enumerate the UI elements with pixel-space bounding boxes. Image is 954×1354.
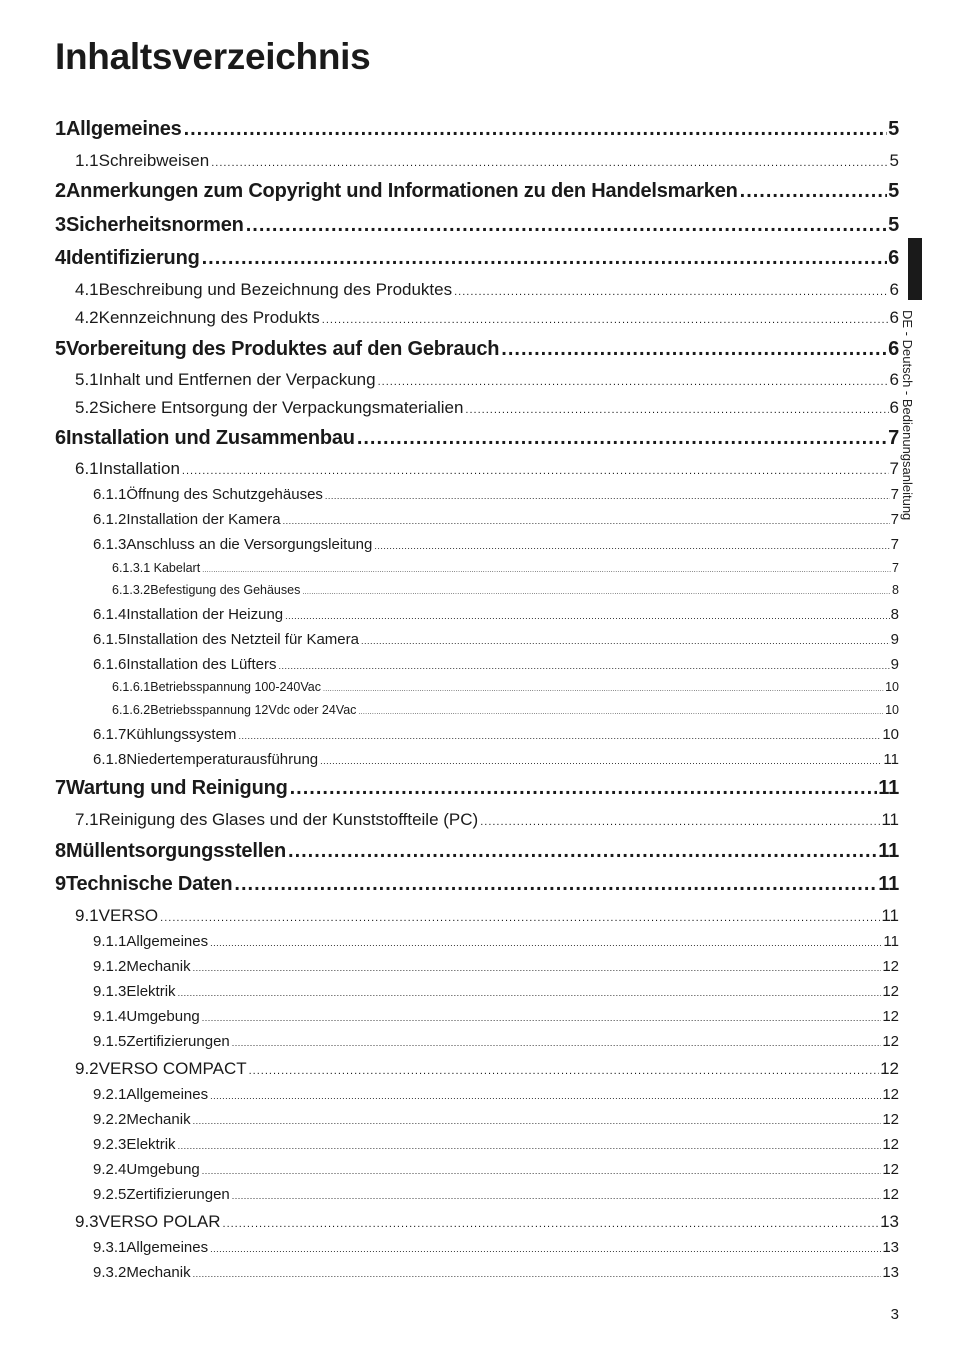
toc-entry-page: 7 <box>890 511 899 528</box>
toc-entry[interactable] <box>75 280 899 300</box>
toc-entry-label: Elektrik <box>126 1136 176 1153</box>
toc-dot-leader <box>501 338 887 361</box>
toc-entry-page: 11 <box>878 777 899 799</box>
toc-entry-page: 10 <box>885 680 899 694</box>
toc-entry-page: 11 <box>878 873 899 895</box>
toc-entry-page: 5 <box>888 180 899 202</box>
toc-entry-label: Identifizierung <box>65 247 200 269</box>
toc-entry-label: Kühlungssystem <box>126 726 237 743</box>
toc-entry-page: 12 <box>882 1186 899 1203</box>
toc-dot-leader <box>322 314 889 326</box>
toc-entry-label: Zertifizierungen <box>126 1186 230 1203</box>
toc-dot-leader <box>480 816 880 828</box>
toc-entry-page: 11 <box>878 840 899 862</box>
toc-dot-leader <box>325 491 890 501</box>
toc-entry-page: 12 <box>882 1161 899 1178</box>
toc-entry-number: 6 <box>55 427 66 449</box>
toc-entry-page: 6 <box>889 398 899 417</box>
toc-entry-number: 9.1.2 <box>93 958 127 975</box>
toc-entry-number: 1 <box>55 118 66 140</box>
toc-entry[interactable] <box>93 1161 899 1178</box>
toc-dot-leader <box>323 686 884 693</box>
toc-entry-number: 3 <box>55 214 66 236</box>
toc-dot-leader <box>246 214 887 237</box>
toc-dot-leader <box>285 611 890 621</box>
toc-entry-page: 5 <box>889 151 899 170</box>
toc-entry[interactable] <box>93 486 899 503</box>
toc-dot-leader <box>193 1269 882 1279</box>
toc-dot-leader <box>290 777 878 800</box>
toc-entry[interactable] <box>75 1212 899 1232</box>
toc-dot-leader <box>361 636 890 646</box>
toc-dot-leader <box>202 1013 882 1023</box>
toc-dot-leader <box>182 465 889 477</box>
toc-entry-number: 6.1.3 <box>93 536 127 553</box>
toc-dot-leader <box>202 567 891 574</box>
toc-entry-page: 13 <box>882 1264 899 1281</box>
toc-entry-number: 4.1 <box>75 280 99 299</box>
toc-dot-leader <box>288 840 877 863</box>
toc-entry[interactable] <box>75 1059 899 1079</box>
toc-entry-label: Installation und Zusammenbau <box>65 427 355 449</box>
toc-dot-leader <box>302 589 891 596</box>
toc-dot-leader <box>454 286 888 298</box>
language-tab-marker <box>908 238 922 300</box>
toc-dot-leader <box>193 1116 882 1126</box>
toc-entry-label: Wartung und Reinigung <box>65 777 288 799</box>
toc-entry[interactable] <box>93 1086 899 1103</box>
toc-entry[interactable] <box>112 680 899 694</box>
toc-entry-label: Allgemeines <box>65 118 182 140</box>
toc-entry-label: Elektrik <box>126 983 176 1000</box>
toc-entry-label: Sicherheitsnormen <box>65 214 244 236</box>
toc-dot-leader <box>202 1166 882 1176</box>
toc-entry[interactable] <box>93 726 899 743</box>
toc-entry[interactable] <box>93 631 899 648</box>
toc-entry-label: Niedertemperaturausführung <box>126 751 319 768</box>
toc-entry-label: Installation der Heizung <box>126 606 284 623</box>
toc-entry-number: 6.1.6 <box>93 656 127 673</box>
toc-entry-number: 6.1.3.2 <box>112 583 151 597</box>
toc-entry-number: 6.1.6.2 <box>112 703 151 717</box>
toc-entry-label: Beschreibung und Bezeichnung des Produktes <box>98 280 453 299</box>
toc-entry-number: 6.1.6.1 <box>112 680 151 694</box>
toc-entry-number: 2 <box>55 180 66 202</box>
toc-entry-page: 6 <box>888 247 899 269</box>
toc-entry[interactable] <box>93 1008 899 1025</box>
toc-entry-label: Mechanik <box>126 1111 191 1128</box>
toc-entry-page: 7 <box>888 427 899 449</box>
toc-entry-number: 6.1.1 <box>93 486 127 503</box>
toc-dot-leader <box>358 709 884 716</box>
toc-entry-page: 11 <box>883 933 899 950</box>
toc-entry-label: Befestigung des Gehäuses <box>150 583 301 597</box>
toc-entry-number: 5.1 <box>75 370 99 389</box>
toc-entry-label: VERSO <box>98 906 159 925</box>
toc-entry-label: Technische Daten <box>65 873 233 895</box>
toc-dot-leader <box>178 988 882 998</box>
toc-entry-number: 9.2 <box>75 1059 99 1078</box>
toc-entry-page: 7 <box>890 536 899 553</box>
toc-entry-page: 12 <box>882 1111 899 1128</box>
toc-entry[interactable] <box>93 933 899 950</box>
toc-dot-leader <box>357 427 887 450</box>
toc-dot-leader <box>232 1191 882 1201</box>
toc-entry[interactable] <box>55 214 899 237</box>
toc-entry-label: Allgemeines <box>126 1239 209 1256</box>
toc-entry[interactable] <box>93 751 899 768</box>
toc-entry-label: VERSO COMPACT <box>98 1059 247 1078</box>
toc-entry[interactable] <box>93 983 899 1000</box>
toc-entry-page: 9 <box>890 631 899 648</box>
toc-entry[interactable] <box>93 1264 899 1281</box>
toc-entry[interactable] <box>75 906 899 926</box>
toc-entry-number: 9.3.2 <box>93 1264 127 1281</box>
toc-entry-page: 10 <box>882 726 899 743</box>
toc-entry[interactable] <box>75 398 899 418</box>
toc-entry-number: 9.2.2 <box>93 1111 127 1128</box>
toc-entry[interactable] <box>93 1186 899 1203</box>
toc-dot-leader <box>184 118 888 141</box>
toc-dot-leader <box>465 404 888 416</box>
toc-entry-page: 5 <box>888 118 899 140</box>
toc-dot-leader <box>232 1038 882 1048</box>
toc-entry-number: 4.2 <box>75 308 99 327</box>
toc-entry-number: 9.2.3 <box>93 1136 127 1153</box>
toc-entry-page: 12 <box>882 983 899 1000</box>
toc-dot-leader <box>378 376 889 388</box>
toc-entry[interactable] <box>75 370 899 390</box>
toc-entry-label: Installation des Lüfters <box>126 656 277 673</box>
toc-entry-label: Anmerkungen zum Copyright und Informationen zu den Handelsmarken <box>65 180 738 202</box>
toc-dot-leader <box>193 963 882 973</box>
toc-entry-page: 7 <box>890 486 899 503</box>
toc-entry-label: Anschluss an die Versorgungsleitung <box>126 536 373 553</box>
toc-entry-page: 11 <box>881 906 899 925</box>
toc-entry-number: 6.1.3.1 <box>112 561 151 575</box>
toc-entry[interactable] <box>93 656 899 673</box>
toc-entry[interactable] <box>75 459 899 479</box>
toc-entry-page: 12 <box>882 1086 899 1103</box>
toc-entry-number: 9.3 <box>75 1212 99 1231</box>
toc-entry[interactable] <box>93 606 899 623</box>
toc-entry-label: Kennzeichnung des Produkts <box>98 308 320 327</box>
toc-dot-leader <box>210 1091 881 1101</box>
toc-entry[interactable] <box>55 777 899 800</box>
toc-dot-leader <box>160 912 880 924</box>
toc-entry-label: Zertifizierungen <box>126 1033 230 1050</box>
toc-entry-number: 9.2.4 <box>93 1161 127 1178</box>
toc-dot-leader <box>211 157 888 169</box>
toc-entry-label: Allgemeines <box>126 1086 209 1103</box>
toc-dot-leader <box>740 180 887 203</box>
toc-entry-page: 11 <box>881 810 899 829</box>
toc-dot-leader <box>283 516 890 526</box>
toc-entry-number: 9.1 <box>75 906 99 925</box>
toc-entry-number: 9.1.3 <box>93 983 127 1000</box>
toc-entry-label: Öffnung des Schutzgehäuses <box>126 486 323 503</box>
toc-entry-number: 9 <box>55 873 66 895</box>
toc-entry[interactable] <box>93 1033 899 1050</box>
toc-entry-label: Müllentsorgungsstellen <box>65 840 287 862</box>
toc-entry-page: 12 <box>880 1059 899 1078</box>
toc-entry-page: 13 <box>880 1212 899 1231</box>
toc-entry-number: 6.1.2 <box>93 511 127 528</box>
toc-entry-page: 5 <box>888 214 899 236</box>
table-of-contents <box>55 0 899 1354</box>
toc-entry-label: Betriebsspannung 100-240Vac <box>150 680 321 694</box>
toc-dot-leader <box>223 1218 880 1230</box>
toc-entry-number: 9.1.1 <box>93 933 127 950</box>
toc-dot-leader <box>320 756 882 766</box>
toc-entry[interactable] <box>55 180 899 203</box>
toc-entry-label: Betriebsspannung 12Vdc oder 24Vac <box>150 703 357 717</box>
toc-entry[interactable] <box>112 561 899 575</box>
toc-dot-leader <box>178 1141 882 1151</box>
toc-entry-page: 8 <box>890 606 899 623</box>
toc-entry-number: 6.1.7 <box>93 726 127 743</box>
toc-entry[interactable] <box>93 511 899 528</box>
toc-entry[interactable] <box>112 583 899 597</box>
toc-entry-label: Installation der Kamera <box>126 511 281 528</box>
toc-entry-page: 9 <box>890 656 899 673</box>
toc-dot-leader <box>234 873 877 896</box>
toc-entry-label: Mechanik <box>126 1264 191 1281</box>
toc-entry-label: Vorbereitung des Produktes auf den Gebrauch <box>65 338 500 360</box>
toc-entry[interactable] <box>93 958 899 975</box>
toc-entry-number: 6.1.5 <box>93 631 127 648</box>
toc-dot-leader <box>210 1244 881 1254</box>
toc-entry[interactable] <box>93 1136 899 1153</box>
toc-entry[interactable] <box>55 247 899 270</box>
toc-entry-number: 9.2.1 <box>93 1086 127 1103</box>
toc-entry-number: 6.1.4 <box>93 606 127 623</box>
toc-entry-page: 12 <box>882 1136 899 1153</box>
toc-entry-page: 7 <box>892 561 899 575</box>
toc-entry-number: 6.1 <box>75 459 99 478</box>
toc-entry-number: 9.1.5 <box>93 1033 127 1050</box>
toc-entry[interactable] <box>112 703 899 717</box>
page-number: 3 <box>890 1306 899 1323</box>
toc-entry-label: Mechanik <box>126 958 191 975</box>
toc-entry-page: 12 <box>882 1033 899 1050</box>
toc-entry-label: Installation des Netzteil für Kamera <box>126 631 359 648</box>
toc-entry-page: 8 <box>892 583 899 597</box>
toc-entry-page: 12 <box>882 1008 899 1025</box>
toc-entry-page: 13 <box>882 1239 899 1256</box>
toc-entry-number: 9.2.5 <box>93 1186 127 1203</box>
toc-entry-label: Installation <box>98 459 180 478</box>
toc-dot-leader <box>374 541 889 551</box>
toc-entry[interactable] <box>93 1111 899 1128</box>
toc-dot-leader <box>278 661 889 671</box>
toc-entry[interactable] <box>75 151 899 171</box>
toc-entry-number: 5 <box>55 338 66 360</box>
toc-entry-number: 5.2 <box>75 398 99 417</box>
toc-entry-label: Allgemeines <box>126 933 209 950</box>
toc-entry[interactable] <box>55 873 899 896</box>
toc-dot-leader <box>202 247 887 270</box>
toc-dot-leader <box>238 731 881 741</box>
toc-entry[interactable] <box>55 840 899 863</box>
toc-entry-label: Sichere Entsorgung der Verpackungsmaterialien <box>98 398 464 417</box>
toc-entry[interactable] <box>55 118 899 141</box>
toc-entry-label: Umgebung <box>126 1008 200 1025</box>
toc-entry-number: 7.1 <box>75 810 99 829</box>
toc-entry-number: 1.1 <box>75 151 99 170</box>
toc-entry-label: Kabelart <box>153 561 201 575</box>
toc-entry-page: 6 <box>889 370 899 389</box>
toc-entry[interactable] <box>75 810 899 830</box>
toc-entry-page: 12 <box>882 958 899 975</box>
toc-entry-number: 4 <box>55 247 66 269</box>
toc-entry-label: Reinigung des Glases und der Kunststoffteile (PC) <box>98 810 479 829</box>
toc-entry-page: 6 <box>889 308 899 327</box>
toc-entry-page: 7 <box>889 459 899 478</box>
toc-entry-label: Schreibweisen <box>98 151 210 170</box>
toc-entry-label: VERSO POLAR <box>98 1212 221 1231</box>
toc-dot-leader <box>210 938 882 948</box>
toc-entry[interactable] <box>55 338 899 361</box>
toc-entry-number: 9.3.1 <box>93 1239 127 1256</box>
toc-entry[interactable] <box>75 308 899 328</box>
toc-entry-page: 6 <box>889 280 899 299</box>
toc-entry-number: 7 <box>55 777 66 799</box>
toc-entry[interactable] <box>93 536 899 553</box>
toc-entry-label: Inhalt und Entfernen der Verpackung <box>98 370 376 389</box>
toc-entry-number: 9.1.4 <box>93 1008 127 1025</box>
toc-entry-number: 6.1.8 <box>93 751 127 768</box>
toc-entry-number: 8 <box>55 840 66 862</box>
page-title: Inhaltsverzeichnis <box>55 36 371 77</box>
toc-entry-page: 11 <box>883 751 899 768</box>
toc-entry-label: Umgebung <box>126 1161 200 1178</box>
toc-dot-leader <box>249 1065 879 1077</box>
toc-entry[interactable] <box>55 427 899 450</box>
toc-entry[interactable] <box>93 1239 899 1256</box>
toc-entry-page: 10 <box>885 703 899 717</box>
toc-entry-page: 6 <box>888 338 899 360</box>
language-sidebar-label: DE - Deutsch - Bedienungsanleitung <box>900 310 915 521</box>
